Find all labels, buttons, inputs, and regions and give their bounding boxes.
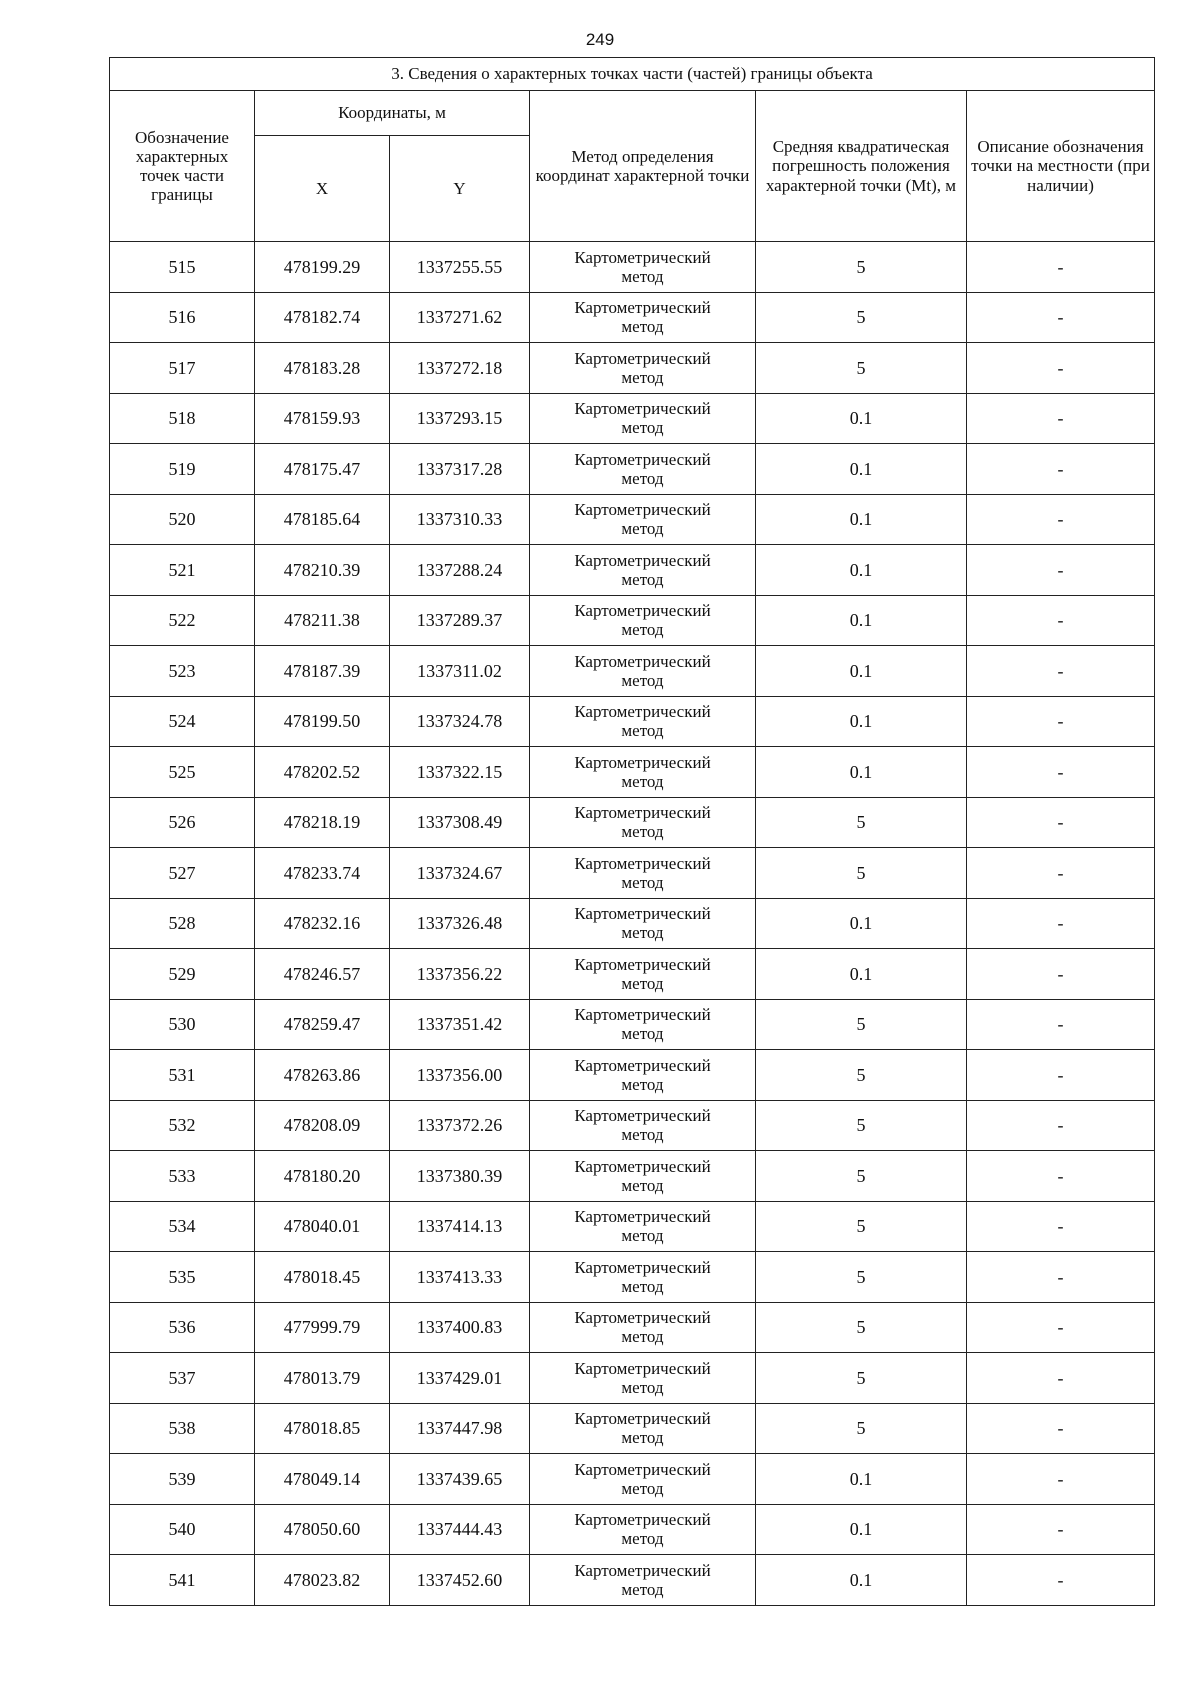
method-line-2: метод [621, 872, 664, 892]
method-line-1: Картометрический [574, 1358, 711, 1378]
point-id-cell: 541 [110, 1555, 255, 1606]
method-line-2: метод [621, 569, 664, 589]
y-coordinate-cell: 1337400.83 [390, 1302, 530, 1353]
method-line-2: метод [621, 771, 664, 791]
y-coordinate-cell: 1337322.15 [390, 747, 530, 798]
y-coordinate-cell: 1337272.18 [390, 343, 530, 394]
method-line-2: метод [621, 721, 664, 741]
method-line-1: Картометрический [574, 1055, 711, 1075]
x-coordinate-cell: 478023.82 [255, 1555, 390, 1606]
table-row [110, 696, 1155, 747]
point-id-cell: 529 [110, 949, 255, 1000]
point-id-cell: 526 [110, 797, 255, 848]
point-id-cell: 523 [110, 646, 255, 697]
description-cell: - [967, 747, 1155, 798]
method-line-2: метод [621, 1125, 664, 1145]
table-row [110, 393, 1155, 444]
point-id-cell: 528 [110, 898, 255, 949]
description-cell: - [967, 1050, 1155, 1101]
error-cell: 5 [756, 1403, 967, 1454]
description-cell: - [967, 1151, 1155, 1202]
method-line-1: Картометрический [574, 1308, 711, 1328]
method-line-1: Картометрический [574, 1207, 711, 1227]
x-coordinate-cell: 478210.39 [255, 545, 390, 596]
table-row [110, 1353, 1155, 1404]
x-coordinate-cell: 478183.28 [255, 343, 390, 394]
description-cell: - [967, 1454, 1155, 1505]
error-cell: 0.1 [756, 747, 967, 798]
error-cell: 0.1 [756, 696, 967, 747]
method-cell [530, 595, 756, 646]
error-cell: 0.1 [756, 444, 967, 495]
table-row [110, 1504, 1155, 1555]
error-cell: 0.1 [756, 646, 967, 697]
method-line-2: метод [621, 1175, 664, 1195]
table-row [110, 292, 1155, 343]
description-cell: - [967, 444, 1155, 495]
method-line-1: Картометрический [574, 702, 711, 722]
error-cell: 5 [756, 1252, 967, 1303]
table-row [110, 898, 1155, 949]
y-coordinate-cell: 1337311.02 [390, 646, 530, 697]
description-cell: - [967, 595, 1155, 646]
x-coordinate-cell: 478049.14 [255, 1454, 390, 1505]
description-cell: - [967, 1353, 1155, 1404]
description-cell: - [967, 999, 1155, 1050]
method-line-2: метод [621, 620, 664, 640]
method-line-2: метод [621, 468, 664, 488]
x-coordinate-cell: 478018.85 [255, 1403, 390, 1454]
method-cell [530, 1151, 756, 1202]
error-cell: 0.1 [756, 1504, 967, 1555]
method-line-1: Картометрический [574, 651, 711, 671]
method-cell [530, 1504, 756, 1555]
method-line-2: метод [621, 1226, 664, 1246]
y-coordinate-cell: 1337271.62 [390, 292, 530, 343]
y-coordinate-cell: 1337452.60 [390, 1555, 530, 1606]
error-cell: 0.1 [756, 949, 967, 1000]
y-coordinate-cell: 1337413.33 [390, 1252, 530, 1303]
method-line-2: метод [621, 1428, 664, 1448]
method-line-2: метод [621, 266, 664, 286]
method-cell [530, 1454, 756, 1505]
method-line-2: метод [621, 1276, 664, 1296]
x-coordinate-cell: 478159.93 [255, 393, 390, 444]
table-row [110, 494, 1155, 545]
table-row [110, 242, 1155, 293]
y-coordinate-cell: 1337324.67 [390, 848, 530, 899]
method-line-2: метод [621, 822, 664, 842]
method-line-1: Картометрический [574, 1459, 711, 1479]
method-cell [530, 1201, 756, 1252]
y-coordinate-cell: 1337310.33 [390, 494, 530, 545]
error-cell: 5 [756, 1302, 967, 1353]
error-cell: 5 [756, 343, 967, 394]
header-x: X [255, 136, 390, 242]
method-line-1: Картометрический [574, 1156, 711, 1176]
table-row [110, 797, 1155, 848]
method-line-1: Картометрический [574, 1106, 711, 1126]
description-cell: - [967, 343, 1155, 394]
method-line-2: метод [621, 1327, 664, 1347]
description-cell: - [967, 1504, 1155, 1555]
description-cell: - [967, 1252, 1155, 1303]
description-cell: - [967, 1100, 1155, 1151]
method-cell [530, 1050, 756, 1101]
method-cell [530, 1555, 756, 1606]
table-row [110, 949, 1155, 1000]
error-cell: 0.1 [756, 494, 967, 545]
characteristic-points-table [109, 57, 1155, 1606]
method-cell [530, 646, 756, 697]
table-row [110, 1302, 1155, 1353]
point-id-cell: 527 [110, 848, 255, 899]
point-id-cell: 525 [110, 747, 255, 798]
method-cell [530, 393, 756, 444]
point-id-cell: 538 [110, 1403, 255, 1454]
x-coordinate-cell: 478040.01 [255, 1201, 390, 1252]
description-cell: - [967, 1555, 1155, 1606]
method-line-2: метод [621, 1074, 664, 1094]
method-cell [530, 1252, 756, 1303]
y-coordinate-cell: 1337429.01 [390, 1353, 530, 1404]
table-row [110, 1201, 1155, 1252]
x-coordinate-cell: 478199.29 [255, 242, 390, 293]
method-line-2: метод [621, 923, 664, 943]
method-line-1: Картометрический [574, 298, 711, 318]
error-cell: 5 [756, 1100, 967, 1151]
error-cell: 5 [756, 292, 967, 343]
description-cell: - [967, 797, 1155, 848]
method-cell [530, 747, 756, 798]
error-cell: 5 [756, 1353, 967, 1404]
method-line-1: Картометрический [574, 500, 711, 520]
method-line-1: Картометрический [574, 1560, 711, 1580]
x-coordinate-cell: 478187.39 [255, 646, 390, 697]
x-coordinate-cell: 478202.52 [255, 747, 390, 798]
table-row [110, 848, 1155, 899]
table-row [110, 444, 1155, 495]
point-id-cell: 540 [110, 1504, 255, 1555]
method-cell [530, 1302, 756, 1353]
y-coordinate-cell: 1337439.65 [390, 1454, 530, 1505]
point-id-cell: 536 [110, 1302, 255, 1353]
method-line-2: метод [621, 1024, 664, 1044]
header-method: Метод определения координат характерной точки [530, 91, 756, 242]
table-header [110, 58, 1155, 242]
point-id-cell: 530 [110, 999, 255, 1050]
error-cell: 0.1 [756, 898, 967, 949]
method-cell [530, 494, 756, 545]
error-cell: 5 [756, 1201, 967, 1252]
method-line-1: Картометрический [574, 449, 711, 469]
point-id-cell: 537 [110, 1353, 255, 1404]
point-id-cell: 532 [110, 1100, 255, 1151]
x-coordinate-cell: 478211.38 [255, 595, 390, 646]
x-coordinate-cell: 478259.47 [255, 999, 390, 1050]
description-cell: - [967, 292, 1155, 343]
method-cell [530, 242, 756, 293]
error-cell: 0.1 [756, 1555, 967, 1606]
point-id-cell: 524 [110, 696, 255, 747]
y-coordinate-cell: 1337351.42 [390, 999, 530, 1050]
method-line-1: Картометрический [574, 348, 711, 368]
method-line-1: Картометрический [574, 1005, 711, 1025]
table-body [110, 242, 1155, 1606]
description-cell: - [967, 646, 1155, 697]
method-cell [530, 1403, 756, 1454]
table-row [110, 646, 1155, 697]
error-cell: 5 [756, 797, 967, 848]
method-line-2: метод [621, 418, 664, 438]
error-cell: 5 [756, 1151, 967, 1202]
point-id-cell: 519 [110, 444, 255, 495]
point-id-cell: 521 [110, 545, 255, 596]
y-coordinate-cell: 1337293.15 [390, 393, 530, 444]
method-line-1: Картометрический [574, 954, 711, 974]
method-line-2: метод [621, 1377, 664, 1397]
x-coordinate-cell: 478013.79 [255, 1353, 390, 1404]
method-cell [530, 797, 756, 848]
y-coordinate-cell: 1337326.48 [390, 898, 530, 949]
header-description: Описание обозначения точки на местности (при наличии) [967, 91, 1155, 242]
y-coordinate-cell: 1337255.55 [390, 242, 530, 293]
table-row [110, 343, 1155, 394]
method-line-1: Картометрический [574, 1409, 711, 1429]
point-id-cell: 522 [110, 595, 255, 646]
method-line-1: Картометрический [574, 904, 711, 924]
method-line-2: метод [621, 670, 664, 690]
point-id-cell: 518 [110, 393, 255, 444]
method-line-1: Картометрический [574, 803, 711, 823]
y-coordinate-cell: 1337317.28 [390, 444, 530, 495]
y-coordinate-cell: 1337356.00 [390, 1050, 530, 1101]
description-cell: - [967, 494, 1155, 545]
point-id-cell: 533 [110, 1151, 255, 1202]
point-id-cell: 516 [110, 292, 255, 343]
y-coordinate-cell: 1337444.43 [390, 1504, 530, 1555]
description-cell: - [967, 848, 1155, 899]
error-cell: 0.1 [756, 1454, 967, 1505]
table-row [110, 1151, 1155, 1202]
method-line-1: Картометрический [574, 550, 711, 570]
method-line-1: Картометрический [574, 399, 711, 419]
error-cell: 5 [756, 1050, 967, 1101]
table-row [110, 1050, 1155, 1101]
table-row [110, 545, 1155, 596]
y-coordinate-cell: 1337288.24 [390, 545, 530, 596]
table-row [110, 595, 1155, 646]
x-coordinate-cell: 477999.79 [255, 1302, 390, 1353]
method-line-1: Картометрический [574, 853, 711, 873]
y-coordinate-cell: 1337414.13 [390, 1201, 530, 1252]
method-cell [530, 1100, 756, 1151]
x-coordinate-cell: 478246.57 [255, 949, 390, 1000]
description-cell: - [967, 1201, 1155, 1252]
y-coordinate-cell: 1337380.39 [390, 1151, 530, 1202]
x-coordinate-cell: 478233.74 [255, 848, 390, 899]
error-cell: 0.1 [756, 545, 967, 596]
method-line-2: метод [621, 1579, 664, 1599]
x-coordinate-cell: 478180.20 [255, 1151, 390, 1202]
method-cell [530, 444, 756, 495]
method-line-2: метод [621, 519, 664, 539]
description-cell: - [967, 242, 1155, 293]
method-cell [530, 545, 756, 596]
table-row [110, 1252, 1155, 1303]
description-cell: - [967, 949, 1155, 1000]
method-cell [530, 292, 756, 343]
description-cell: - [967, 1403, 1155, 1454]
method-line-1: Картометрический [574, 601, 711, 621]
method-line-1: Картометрический [574, 1510, 711, 1530]
table-row [110, 1454, 1155, 1505]
description-cell: - [967, 696, 1155, 747]
description-cell: - [967, 393, 1155, 444]
method-cell [530, 343, 756, 394]
description-cell: - [967, 1302, 1155, 1353]
method-line-1: Картометрический [574, 752, 711, 772]
y-coordinate-cell: 1337324.78 [390, 696, 530, 747]
method-cell [530, 898, 756, 949]
x-coordinate-cell: 478218.19 [255, 797, 390, 848]
method-cell [530, 999, 756, 1050]
x-coordinate-cell: 478199.50 [255, 696, 390, 747]
method-cell [530, 1353, 756, 1404]
x-coordinate-cell: 478018.45 [255, 1252, 390, 1303]
point-id-cell: 515 [110, 242, 255, 293]
method-line-2: метод [621, 1478, 664, 1498]
table-row [110, 1555, 1155, 1606]
header-error: Средняя квадратическая погрешность положения характерной точки (Mt), м [756, 91, 967, 242]
error-cell: 0.1 [756, 393, 967, 444]
y-coordinate-cell: 1337289.37 [390, 595, 530, 646]
point-id-cell: 534 [110, 1201, 255, 1252]
x-coordinate-cell: 478182.74 [255, 292, 390, 343]
error-cell: 5 [756, 848, 967, 899]
point-id-cell: 531 [110, 1050, 255, 1101]
x-coordinate-cell: 478050.60 [255, 1504, 390, 1555]
x-coordinate-cell: 478175.47 [255, 444, 390, 495]
y-coordinate-cell: 1337308.49 [390, 797, 530, 848]
point-id-cell: 539 [110, 1454, 255, 1505]
x-coordinate-cell: 478232.16 [255, 898, 390, 949]
method-line-2: метод [621, 1529, 664, 1549]
error-cell: 5 [756, 999, 967, 1050]
method-line-2: метод [621, 317, 664, 337]
table-row [110, 747, 1155, 798]
y-coordinate-cell: 1337447.98 [390, 1403, 530, 1454]
point-id-cell: 517 [110, 343, 255, 394]
x-coordinate-cell: 478208.09 [255, 1100, 390, 1151]
method-line-2: метод [621, 973, 664, 993]
point-id-cell: 520 [110, 494, 255, 545]
y-coordinate-cell: 1337372.26 [390, 1100, 530, 1151]
method-cell [530, 696, 756, 747]
error-cell: 5 [756, 242, 967, 293]
point-id-cell: 535 [110, 1252, 255, 1303]
page-number: 249 [585, 30, 615, 49]
table-row [110, 1403, 1155, 1454]
x-coordinate-cell: 478185.64 [255, 494, 390, 545]
method-cell [530, 848, 756, 899]
method-line-2: метод [621, 367, 664, 387]
header-designation: Обозначение характерных точек части границы [110, 91, 255, 242]
error-cell: 0.1 [756, 595, 967, 646]
method-line-1: Картометрический [574, 1257, 711, 1277]
method-line-1: Картометрический [574, 247, 711, 267]
description-cell: - [967, 545, 1155, 596]
x-coordinate-cell: 478263.86 [255, 1050, 390, 1101]
y-coordinate-cell: 1337356.22 [390, 949, 530, 1000]
table-row [110, 999, 1155, 1050]
header-y: Y [390, 136, 530, 242]
description-cell: - [967, 898, 1155, 949]
table-title: 3. Сведения о характерных точках части (частей) границы объекта [110, 58, 1155, 91]
header-coordinates: Координаты, м [255, 91, 530, 136]
table-row [110, 1100, 1155, 1151]
method-cell [530, 949, 756, 1000]
